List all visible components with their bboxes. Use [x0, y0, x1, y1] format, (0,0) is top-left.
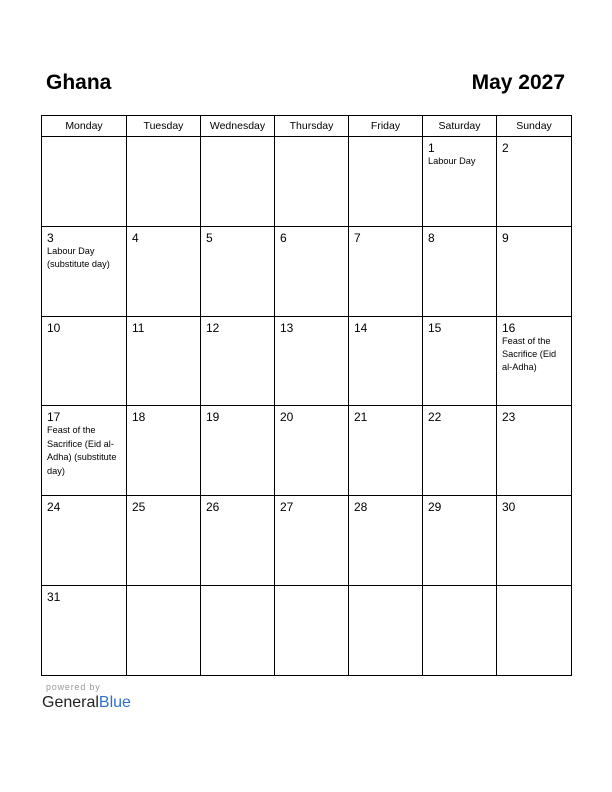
day-cell — [201, 496, 275, 586]
day-number: 9 — [502, 230, 509, 245]
day-number: 2 — [502, 141, 509, 155]
day-cell — [275, 226, 349, 316]
day-number: 12 — [206, 320, 220, 335]
holiday-label: Feast of the Sacrifice (Eid al-Adha) — [502, 335, 557, 373]
weekday-header: Tuesday — [127, 116, 201, 137]
weekday-header: Thursday — [275, 116, 349, 137]
day-cell — [423, 496, 497, 586]
holiday-label: Labour Day (substitute day) — [47, 245, 110, 270]
day-number: 16 — [502, 320, 516, 335]
day-number: 15 — [428, 320, 442, 335]
day-number: 14 — [354, 320, 368, 335]
week-row — [42, 585, 572, 675]
day-cell — [497, 316, 572, 406]
day-cell — [349, 316, 423, 406]
day-cell — [497, 137, 572, 227]
weekday-header-row — [42, 116, 572, 137]
day-cell — [127, 496, 201, 586]
day-cell — [423, 316, 497, 406]
week-row — [42, 226, 572, 316]
day-cell — [423, 406, 497, 496]
day-cell — [349, 226, 423, 316]
weekday-header: Monday — [42, 116, 127, 137]
day-number: 5 — [206, 230, 213, 245]
day-cell — [349, 137, 423, 227]
day-number: 17 — [47, 410, 61, 425]
day-cell — [127, 406, 201, 496]
day-cell — [349, 585, 423, 675]
day-number: 31 — [47, 589, 61, 604]
day-number: 21 — [354, 410, 368, 425]
day-cell — [497, 496, 572, 586]
day-number: 4 — [132, 230, 139, 245]
day-number: 30 — [502, 500, 516, 515]
day-cell — [201, 316, 275, 406]
day-number: 8 — [428, 230, 435, 245]
day-number: 6 — [280, 230, 287, 245]
country-title: Ghana — [46, 71, 112, 94]
day-cell — [423, 137, 497, 227]
day-number: 13 — [280, 320, 294, 335]
day-number: 3 — [47, 230, 54, 245]
powered-by-label: powered by — [46, 682, 101, 692]
day-cell — [42, 226, 127, 316]
day-cell — [349, 406, 423, 496]
day-cell — [275, 406, 349, 496]
day-cell — [497, 226, 572, 316]
day-cell — [349, 496, 423, 586]
holiday-label: Labour Day — [428, 156, 476, 166]
day-cell — [201, 585, 275, 675]
day-cell — [42, 316, 127, 406]
brand-part-blue: Blue — [98, 694, 131, 711]
day-number: 27 — [280, 500, 294, 515]
day-number: 20 — [280, 410, 294, 425]
brand-part-general: General — [42, 694, 99, 711]
day-number: 23 — [502, 410, 516, 425]
day-cell — [275, 496, 349, 586]
day-number: 24 — [47, 500, 61, 515]
day-cell — [497, 406, 572, 496]
weekday-header: Saturday — [423, 116, 497, 137]
day-cell — [127, 316, 201, 406]
day-cell — [423, 226, 497, 316]
week-row — [42, 496, 572, 586]
day-cell — [497, 585, 572, 675]
day-cell — [201, 406, 275, 496]
holiday-label: Feast of the Sacrifice (Eid al-Adha) (substitute day) — [47, 425, 117, 476]
day-number: 25 — [132, 500, 146, 515]
week-row — [42, 406, 572, 496]
day-number: 11 — [132, 320, 145, 335]
calendar-grid — [41, 115, 572, 676]
day-cell — [42, 496, 127, 586]
day-cell — [275, 585, 349, 675]
month-title: May 2027 — [471, 71, 565, 94]
day-cell — [42, 137, 127, 227]
day-number: 18 — [132, 410, 146, 425]
day-cell — [275, 316, 349, 406]
day-cell — [42, 406, 127, 496]
day-cell — [275, 137, 349, 227]
day-cell — [423, 585, 497, 675]
day-number: 1 — [428, 141, 435, 155]
day-cell — [127, 226, 201, 316]
day-number: 26 — [206, 500, 220, 515]
day-cell — [201, 226, 275, 316]
weekday-header: Wednesday — [201, 116, 275, 137]
day-number: 10 — [47, 320, 61, 335]
day-cell — [201, 137, 275, 227]
day-cell — [127, 137, 201, 227]
day-number: 19 — [206, 410, 220, 425]
day-cell — [42, 585, 127, 675]
weekday-header: Sunday — [497, 116, 572, 137]
day-number: 28 — [354, 500, 368, 515]
day-number: 29 — [428, 500, 442, 515]
weekday-header: Friday — [349, 116, 423, 137]
generalblue-logo[interactable] — [42, 694, 131, 712]
week-row — [42, 316, 572, 406]
day-cell — [127, 585, 201, 675]
day-number: 7 — [354, 230, 361, 245]
day-number: 22 — [428, 410, 442, 425]
week-row — [42, 137, 572, 227]
